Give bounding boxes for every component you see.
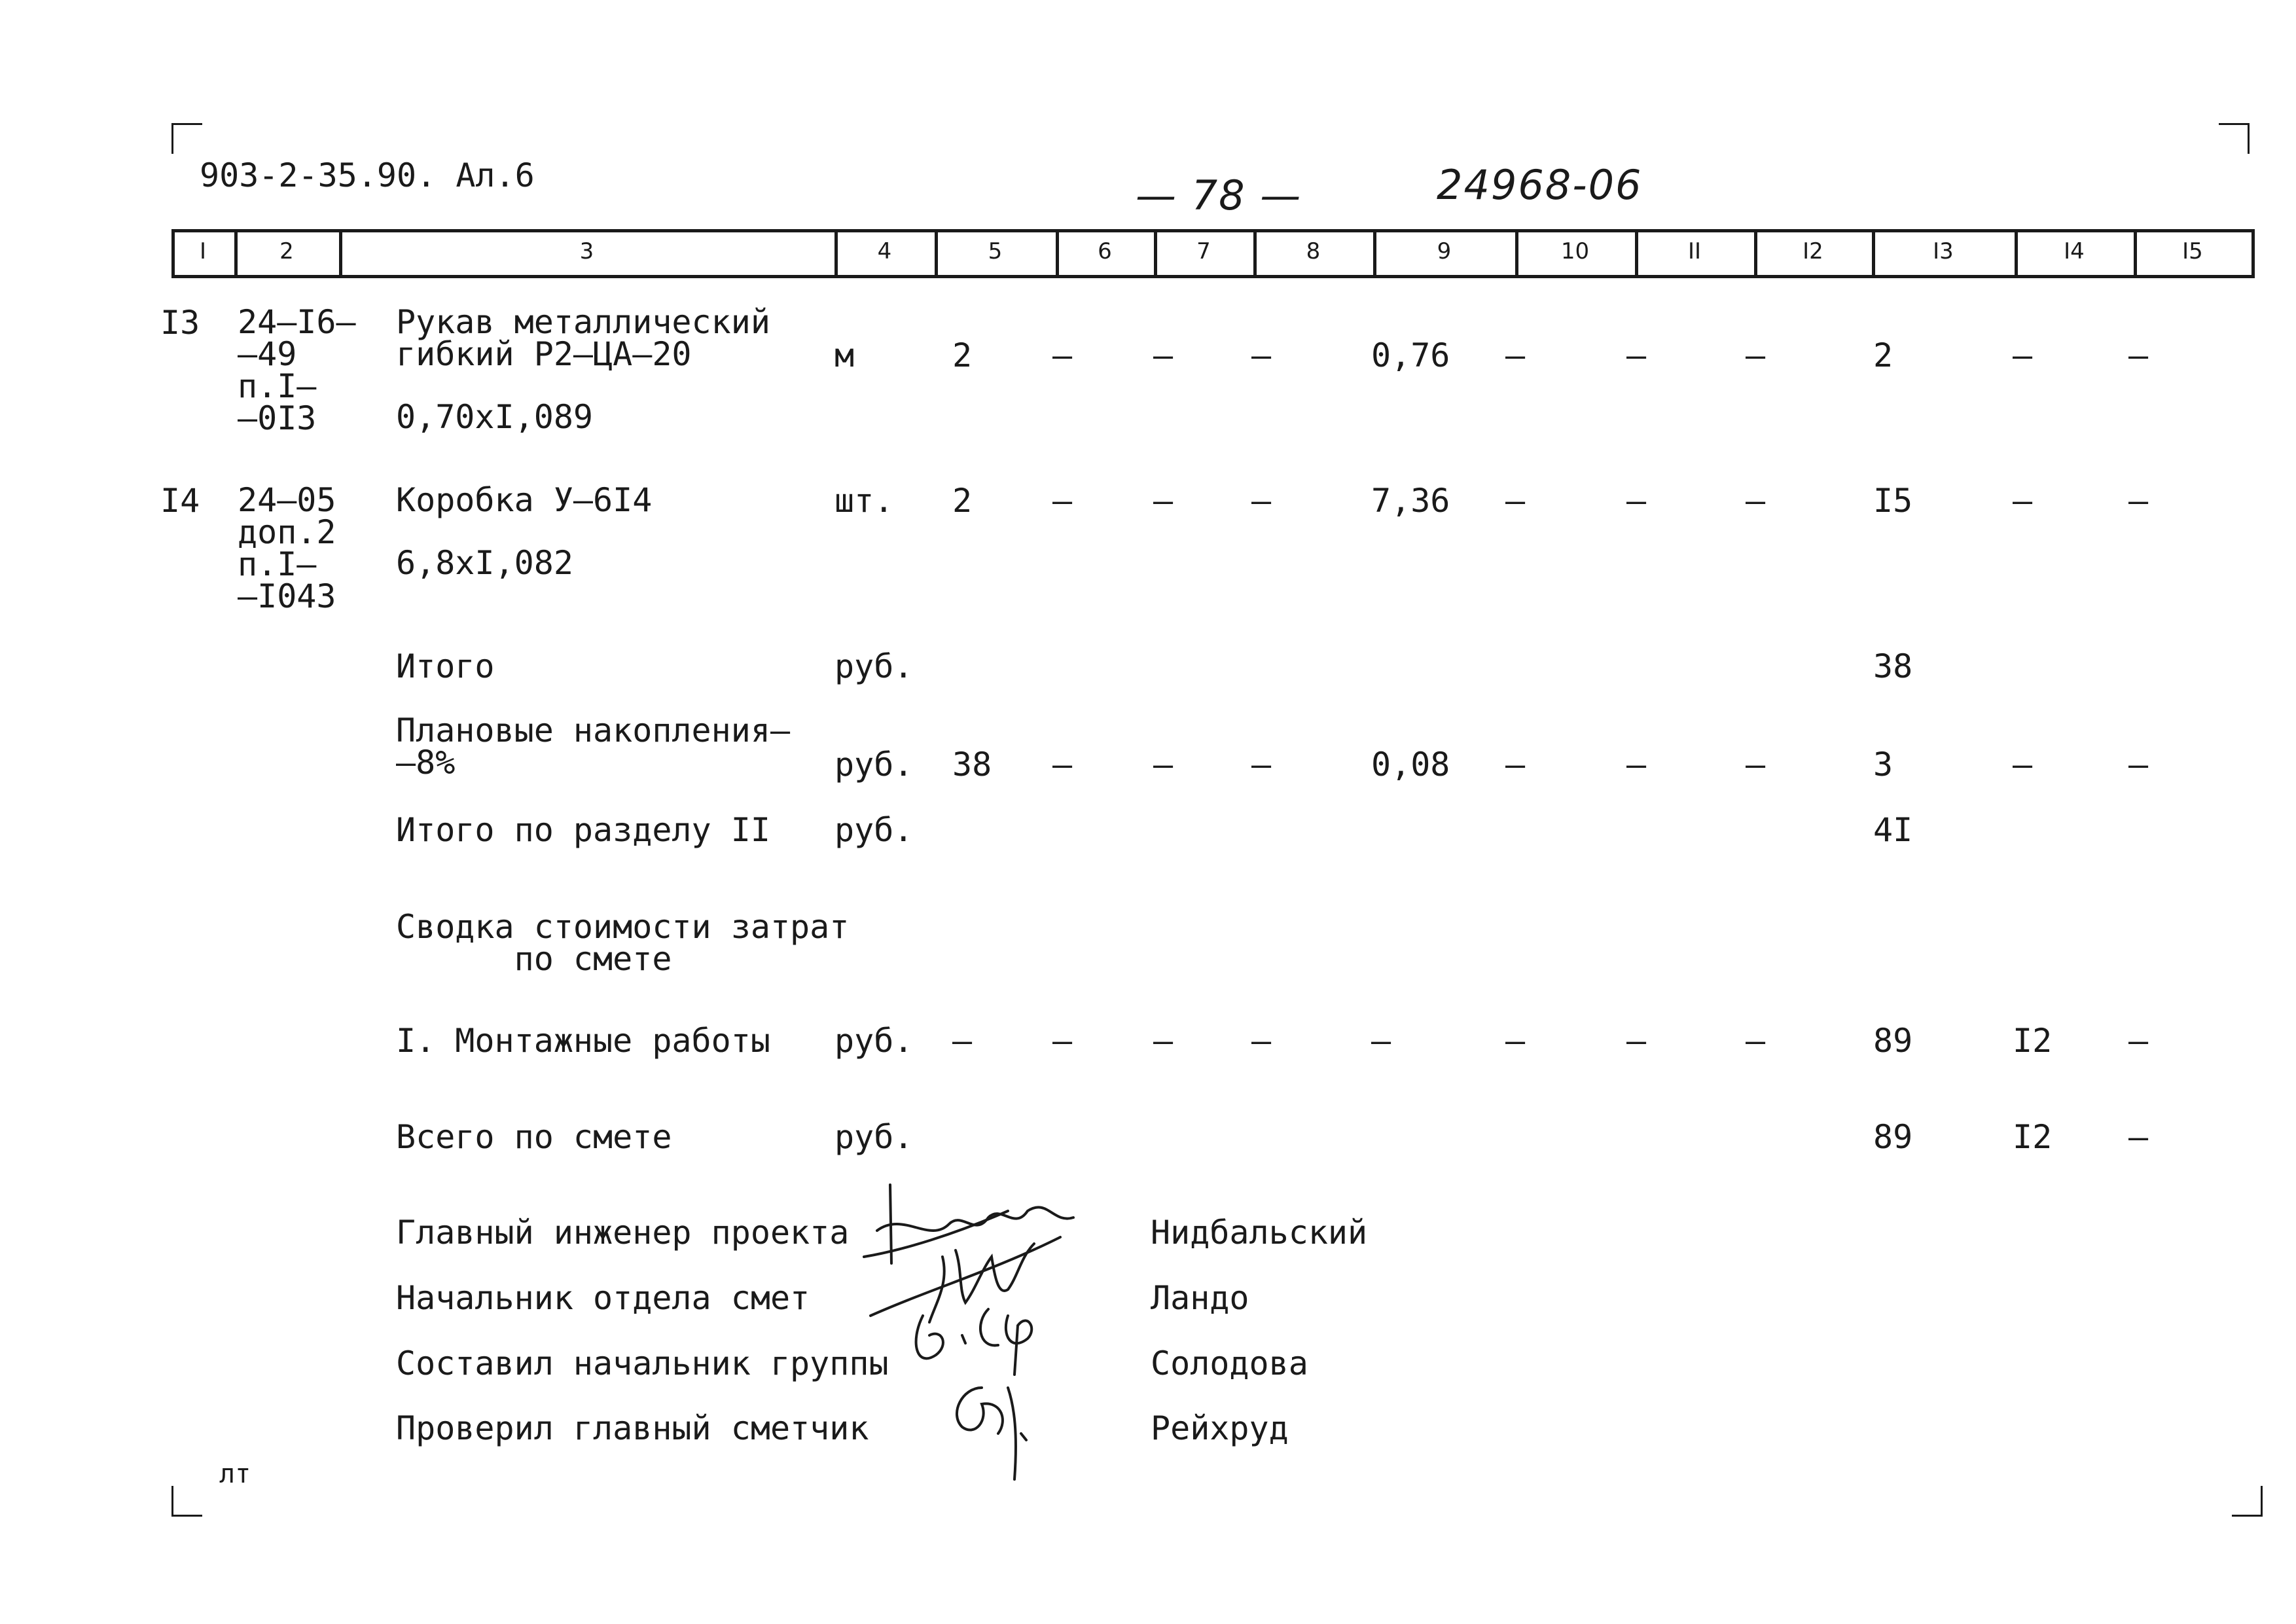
corner-mark-top-right xyxy=(2219,123,2250,154)
itogo-razdel-value: 4I xyxy=(1873,811,1913,849)
planovye-cell-c8: – xyxy=(1251,746,1272,784)
strip-divider xyxy=(2015,229,2018,278)
itogo-unit: руб. xyxy=(834,647,914,685)
itogo-label: Итого xyxy=(396,647,495,685)
montazh-unit: руб. xyxy=(834,1022,914,1060)
signature-name: Солодова xyxy=(1151,1344,1308,1382)
column-number: 7 xyxy=(1196,238,1211,264)
column-number: 3 xyxy=(579,238,594,264)
planovye-cell-c15: – xyxy=(2128,746,2149,784)
montazh-dash: – xyxy=(1746,1022,1766,1060)
montazh-c15: – xyxy=(2128,1022,2149,1060)
row-unit: м xyxy=(834,336,855,374)
strip-divider xyxy=(1872,229,1875,278)
corner-mark-bottom-right xyxy=(2232,1486,2263,1517)
signature-role: Составил начальник группы xyxy=(396,1344,889,1382)
planovye-cell-c6: – xyxy=(1052,746,1073,784)
doc-code: 903-2-35.90. Ал.6 xyxy=(200,156,535,194)
row-cell-c12: – xyxy=(1746,482,1766,520)
signature-name: Рейхруд xyxy=(1151,1409,1289,1447)
planovye-cell-c5: 38 xyxy=(952,746,992,784)
row-cell-c8: – xyxy=(1251,482,1272,520)
signature-role: Главный инженер проекта xyxy=(396,1214,850,1252)
column-number: I5 xyxy=(2182,238,2203,264)
row-formula: 0,70хI,089 xyxy=(396,398,594,436)
column-number: 5 xyxy=(988,238,1003,264)
row-unit: шт. xyxy=(834,482,894,520)
row-cell-c7: – xyxy=(1153,482,1174,520)
row-cell-c15: – xyxy=(2128,336,2149,374)
row-cell-c13: 2 xyxy=(1873,336,1893,374)
corner-mark-bottom-left xyxy=(171,1486,202,1517)
row-cell-c6: – xyxy=(1052,482,1073,520)
strip-top-line xyxy=(171,229,2251,232)
row-formula: 6,8хI,082 xyxy=(396,544,573,582)
strip-divider xyxy=(1635,229,1638,278)
footer-mark: лт xyxy=(219,1459,251,1489)
planovye-cell-c10: – xyxy=(1505,746,1526,784)
vsego-label: Всего по смете xyxy=(396,1118,672,1156)
montazh-c13: 89 xyxy=(1873,1022,1913,1060)
vsego-c14: I2 xyxy=(2013,1118,2053,1156)
row-cell-c14: – xyxy=(2013,336,2033,374)
strip-divider xyxy=(234,229,238,278)
vsego-unit: руб. xyxy=(834,1118,914,1156)
row-cell-c5: 2 xyxy=(952,336,973,374)
planovye-cell-c11: – xyxy=(1626,746,1647,784)
montazh-dash: – xyxy=(1251,1022,1272,1060)
montazh-label: I. Монтажные работы xyxy=(396,1022,770,1060)
signature-name: Нидбальский xyxy=(1151,1214,1368,1252)
row-cell-c13: I5 xyxy=(1873,482,1913,520)
planovye-cell-c12: – xyxy=(1746,746,1766,784)
row-cell-c9: 0,76 xyxy=(1371,336,1450,374)
row-cell-c12: – xyxy=(1746,336,1766,374)
planovye-label: Плановые накопления– –8% xyxy=(396,712,791,782)
row-cell-c11: – xyxy=(1626,482,1647,520)
signature-role: Начальник отдела смет xyxy=(396,1279,810,1317)
montazh-dash: – xyxy=(1052,1022,1073,1060)
montazh-dash: – xyxy=(1626,1022,1647,1060)
strip-divider xyxy=(1754,229,1757,278)
inventory-number: 24968-06 xyxy=(1437,161,1643,209)
strip-divider xyxy=(2251,229,2255,278)
row-cell-c8: – xyxy=(1251,336,1272,374)
row-cell-c14: – xyxy=(2013,482,2033,520)
row-cell-c6: – xyxy=(1052,336,1073,374)
corner-mark-top-left xyxy=(171,123,202,154)
strip-divider xyxy=(339,229,342,278)
column-number: I2 xyxy=(1803,238,1823,264)
row-number: I4 xyxy=(160,482,200,520)
strip-divider xyxy=(935,229,938,278)
row-cell-c5: 2 xyxy=(952,482,973,520)
strip-divider xyxy=(834,229,838,278)
column-number: I4 xyxy=(2064,238,2085,264)
row-cell-c10: – xyxy=(1505,336,1526,374)
row-name: Коробка У–6I4 xyxy=(396,481,653,519)
planovye-cell-c14: – xyxy=(2013,746,2033,784)
column-number: 10 xyxy=(1560,238,1590,264)
vsego-c13: 89 xyxy=(1873,1118,1913,1156)
itogo-razdel-unit: руб. xyxy=(834,811,914,849)
column-number: 4 xyxy=(877,238,892,264)
row-cell-c15: – xyxy=(2128,482,2149,520)
strip-divider xyxy=(2134,229,2137,278)
column-number: 6 xyxy=(1098,238,1112,264)
montazh-c14: I2 xyxy=(2013,1022,2053,1060)
strip-divider xyxy=(1373,229,1376,278)
column-number: 9 xyxy=(1437,238,1452,264)
strip-divider xyxy=(1154,229,1157,278)
row-code: 24–05 доп.2 п.I– –I043 xyxy=(238,481,336,615)
row-cell-c9: 7,36 xyxy=(1371,482,1450,520)
montazh-dash: – xyxy=(1371,1022,1391,1060)
signature-name: Ландо xyxy=(1151,1279,1249,1317)
row-number: I3 xyxy=(160,304,200,342)
page-number: — 78 — xyxy=(1136,171,1302,219)
row-cell-c11: – xyxy=(1626,336,1647,374)
column-number: I xyxy=(199,238,207,264)
montazh-dash: – xyxy=(1505,1022,1526,1060)
column-number: I3 xyxy=(1933,238,1954,264)
planovye-unit: руб. xyxy=(834,746,914,784)
row-name: Рукав металлический гибкий Р2–ЦА–20 xyxy=(396,303,770,373)
planovye-cell-c9: 0,08 xyxy=(1371,746,1450,784)
strip-divider xyxy=(171,229,175,278)
column-number: 2 xyxy=(279,238,294,264)
strip-divider xyxy=(1056,229,1059,278)
montazh-dash: – xyxy=(952,1022,973,1060)
strip-divider xyxy=(1515,229,1518,278)
column-number: 8 xyxy=(1306,238,1321,264)
itogo-razdel-label: Итого по разделу II xyxy=(396,811,770,849)
row-cell-c7: – xyxy=(1153,336,1174,374)
itogo-value: 38 xyxy=(1873,647,1913,685)
summary-title: Сводка стоимости затрат по смете xyxy=(396,908,850,978)
row-cell-c10: – xyxy=(1505,482,1526,520)
signature-role: Проверил главный сметчик xyxy=(396,1409,869,1447)
planovye-cell-c13: 3 xyxy=(1873,746,1893,784)
strip-divider xyxy=(1253,229,1257,278)
handwritten-signatures xyxy=(851,1172,1165,1499)
planovye-cell-c7: – xyxy=(1153,746,1174,784)
row-code: 24–I6– –49 п.I– –0I3 xyxy=(238,303,356,437)
column-number: II xyxy=(1687,238,1702,264)
montazh-dash: – xyxy=(1153,1022,1174,1060)
strip-bottom-line xyxy=(171,275,2251,278)
vsego-c15: – xyxy=(2128,1118,2149,1156)
